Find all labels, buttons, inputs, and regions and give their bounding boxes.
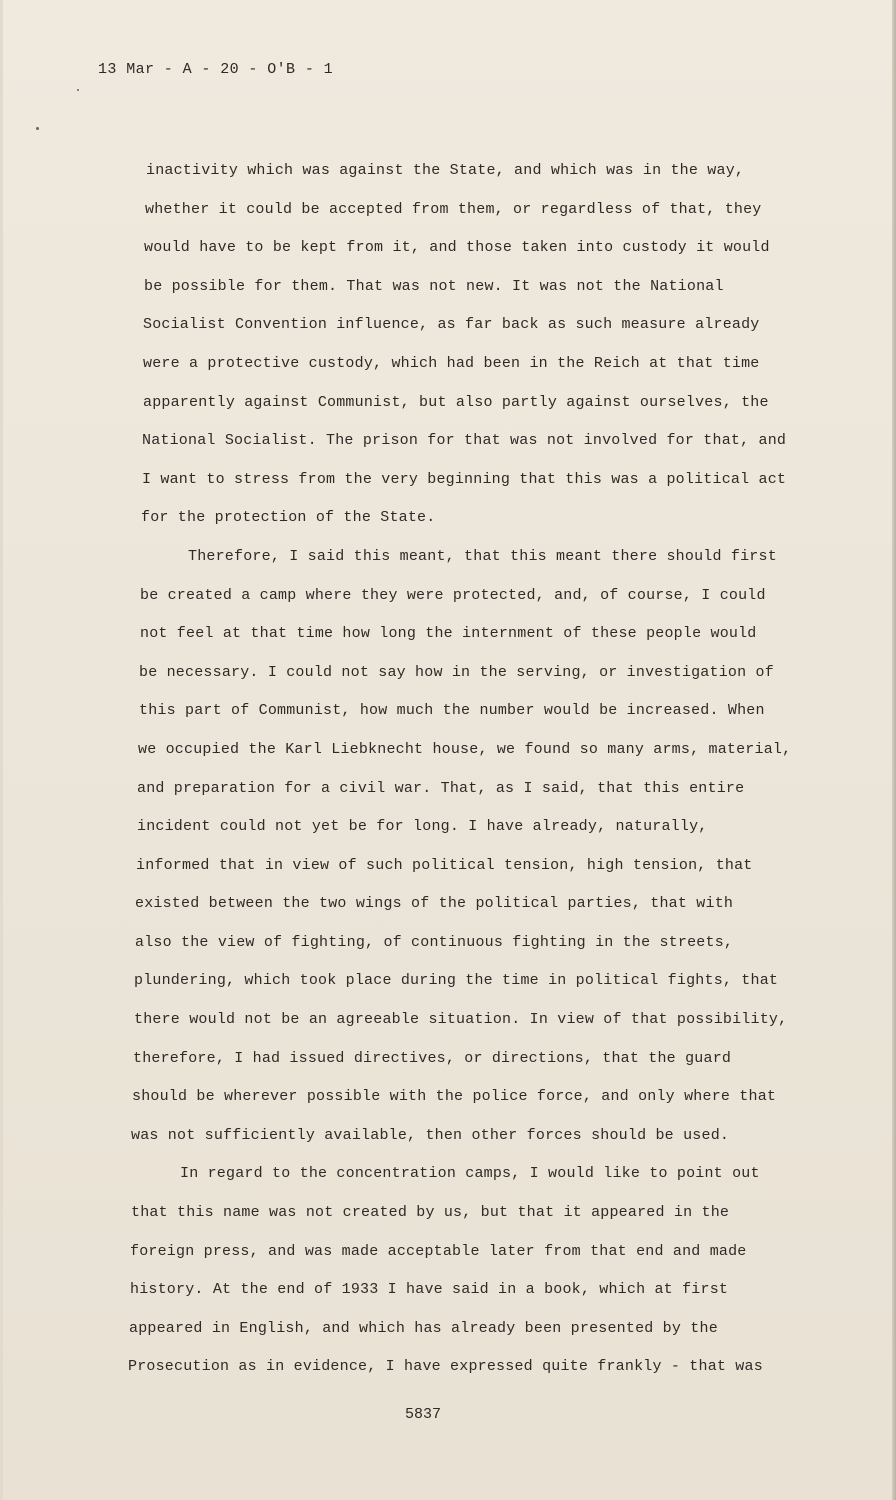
text-line: whether it could be accepted from them, or regardless of that, they: [145, 200, 762, 218]
text-line: Prosecution as in evidence, I have expressed quite frankly - that was: [128, 1358, 763, 1376]
text-line: also the view of fighting, of continuous fighting in the streets,: [135, 933, 734, 951]
paper-speck: [77, 89, 79, 91]
document-body: [128, 152, 844, 1387]
text-line: that this name was not created by us, but that it appeared in the: [131, 1204, 730, 1222]
text-line: therefore, I had issued directives, or directions, that the guard: [133, 1049, 732, 1067]
text-line: Therefore, I said this meant, that this meant there should first: [188, 547, 777, 565]
text-line: In regard to the concentration camps, I would like to point out: [180, 1165, 760, 1183]
text-line: inactivity which was against the State, and which was in the way,: [146, 162, 745, 179]
page-number: 5837: [405, 1406, 442, 1423]
text-line: would have to be kept from it, and those taken into custody it would: [144, 239, 770, 257]
text-line: I want to stress from the very beginning that this was a political act: [142, 470, 787, 488]
text-line: history. At the end of 1933 I have said in a book, which at first: [130, 1281, 729, 1299]
text-line: be possible for them. That was not new. It was not the National: [144, 277, 724, 295]
text-line: was not sufficiently available, then other forces should be used.: [131, 1126, 730, 1144]
text-line: for the protection of the State.: [141, 509, 436, 527]
text-line: were a protective custody, which had been in the Reich at that time: [143, 354, 760, 372]
text-line: existed between the two wings of the political parties, that with: [135, 895, 734, 913]
text-line: not feel at that time how long the internment of these people would: [140, 625, 757, 643]
text-line: appeared in English, and which has already been presented by the: [129, 1319, 718, 1337]
text-line: there would not be an agreeable situation. In view of that possibility,: [134, 1011, 788, 1029]
text-line: and preparation for a civil war. That, as I said, that this entire: [137, 779, 745, 797]
text-line: informed that in view of such political tension, high tension, that: [136, 856, 753, 874]
text-line: plundering, which took place during the time in political fights, that: [134, 972, 779, 990]
page-left-edge: [0, 0, 3, 1500]
page-right-edge: [892, 0, 896, 1500]
text-line: be created a camp where they were protected, and, of course, I could: [140, 586, 766, 604]
text-line: Socialist Convention influence, as far back as such measure already: [143, 316, 760, 334]
text-line: apparently against Communist, but also partly against ourselves, the: [143, 393, 769, 411]
text-line: this part of Communist, how much the number would be increased. When: [139, 702, 765, 720]
text-line: foreign press, and was made acceptable later from that end and made: [130, 1242, 747, 1260]
text-line: National Socialist. The prison for that was not involved for that, and: [142, 432, 787, 450]
text-line: incident could not yet be for long. I have already, naturally,: [137, 818, 708, 836]
text-line: be necessary. I could not say how in the serving, or investigation of: [139, 663, 774, 681]
paper-speck: [36, 127, 39, 130]
document-header-reference: 13 Mar - A - 20 - O'B - 1: [98, 61, 334, 78]
text-line: should be wherever possible with the police force, and only where that: [132, 1088, 777, 1106]
text-line: we occupied the Karl Liebknecht house, we found so many arms, material,: [138, 740, 792, 758]
